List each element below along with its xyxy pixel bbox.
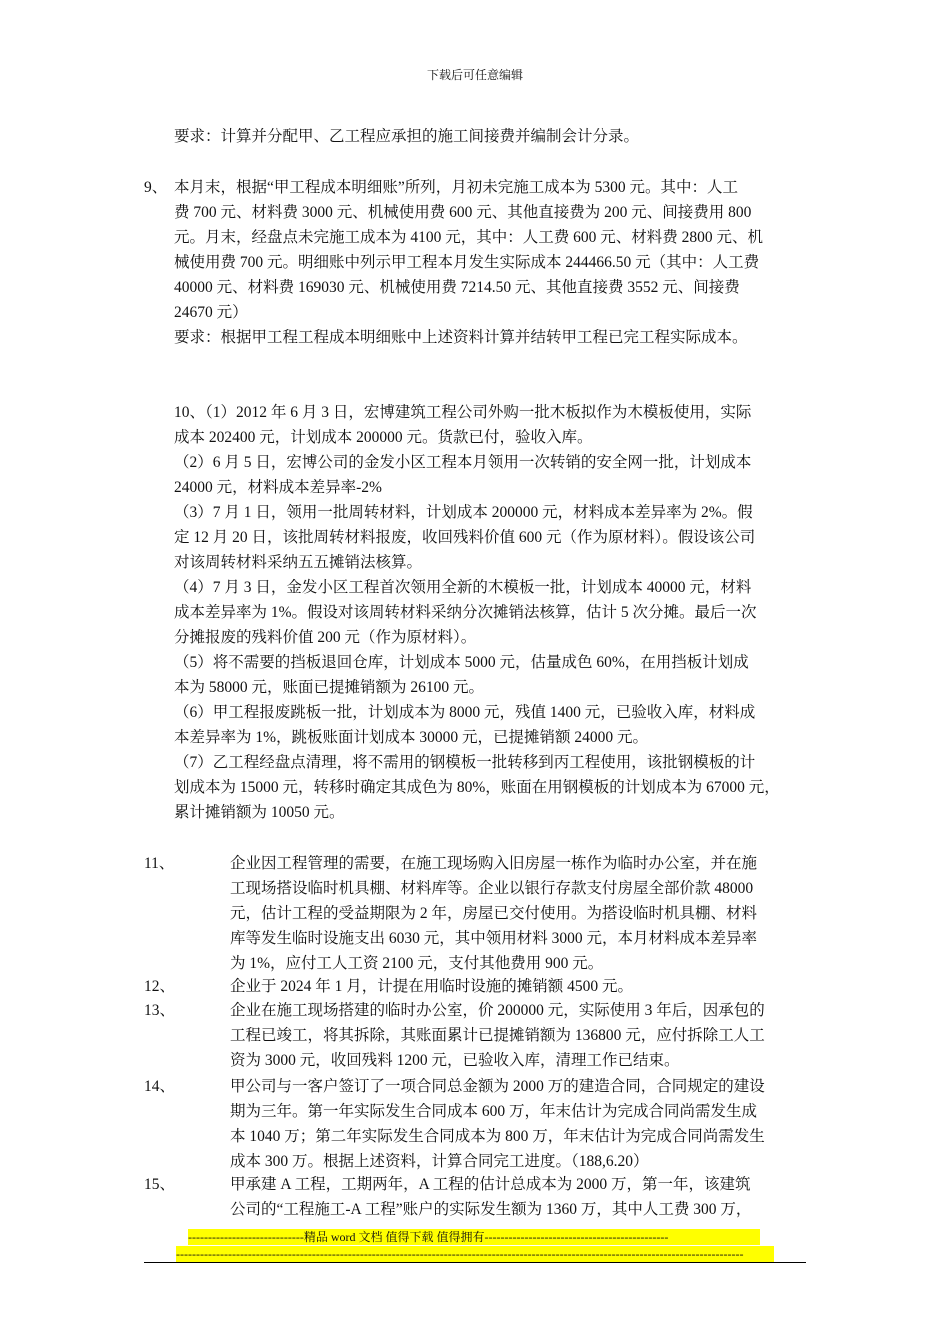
q14-line: 本 1040 万；第二年实际发生合同成本为 800 万，年末估计为完成合同尚需发生	[230, 1128, 765, 1145]
q13-line: 资为 3000 元，收回残料 1200 元，已验收入库，清理工作已结束。	[230, 1052, 680, 1069]
q9-line: 械使用费 700 元。明细账中列示甲工程本月发生实际成本 244466.50 元（其中：人工费	[174, 254, 760, 271]
q11-line: 元，估计工程的受益期限为 2 年，房屋已交付使用。为搭设临时机具棚、材料	[230, 905, 758, 922]
q10-line: 分摊报废的残料价值 200 元（作为原材料）。	[174, 629, 477, 646]
q14-line: 成本 300 万。根据上述资料，计算合同完工进度。（188,6.20）	[230, 1153, 649, 1170]
q14-line: 甲公司与一客户签订了一项合同总金额为 2000 万的建造合同，合同规定的建设	[230, 1078, 765, 1095]
q15-line: 甲承建 A 工程，工期两年，A 工程的估计总成本为 2000 万，第一年，该建筑	[230, 1176, 751, 1193]
q10-line: 成本 202400 元，计划成本 200000 元。货款已付，验收入库。	[174, 429, 593, 446]
q13-line: 工程已竣工，将其拆除，其账面累计已提摊销额为 136800 元，应付拆除工人工	[230, 1027, 765, 1044]
footer-banner: -----------------------------精品 word 文档 值得下载 值得拥有----------------------------------------------	[188, 1229, 760, 1245]
q10-line: （3）7 月 1 日，领用一批周转材料，计划成本 200000 元，材料成本差异率为 2%。假	[174, 504, 753, 521]
q9-line: 费 700 元、材料费 3000 元、机械使用费 600 元、其他直接费为 200 元、间接费用 800	[174, 204, 752, 221]
q9-number: 9、	[144, 179, 168, 196]
q10-line: 对该周转材料采纳五五摊销法核算。	[174, 554, 423, 571]
footer-rule	[144, 1262, 806, 1263]
q10-line: 划成本为 15000 元，转移时确定其成色为 80%，账面在用钢模板的计划成本为 67000 元，	[174, 779, 780, 796]
q11-line: 为 1%，应付工人工资 2100 元，支付其他费用 900 元。	[230, 955, 604, 972]
q10-line: （5）将不需要的挡板退回仓库，计划成本 5000 元，估量成色 60%，在用挡板计划成	[174, 654, 749, 671]
q15-number: 15、	[144, 1176, 176, 1193]
q9-line: 40000 元、材料费 169030 元、机械使用费 7214.50 元、其他直接费 3552 元、间接费	[174, 279, 740, 296]
q10-line: 成本差异率为 1%。假设对该周转材料采纳分次摊销法核算，估计 5 次分摊。最后一次	[174, 604, 757, 621]
q9-line: 本月末，根据“甲工程成本明细账”所列，月初未完施工成本为 5300 元。其中：人工	[174, 179, 739, 196]
q13-line: 企业在施工现场搭建的临时办公室，价 200000 元，实际使用 3 年后，因承包的	[230, 1002, 765, 1019]
q14-number: 14、	[144, 1078, 176, 1095]
q10-line: （7）乙工程经盘点清理，将不需用的钢模板一批转移到丙工程使用，该批钢模板的计	[174, 754, 756, 771]
q10-line: 10、（1）2012 年 6 月 3 日，宏博建筑工程公司外购一批木板拟作为木模板使用，实际	[174, 404, 752, 421]
q12-line: 企业于 2024 年 1 月，计提在用临时设施的摊销额 4500 元。	[230, 978, 634, 995]
q10-line: （2）6 月 5 日，宏博公司的金发小区工程本月领用一次转销的安全网一批，计划成本	[174, 454, 752, 471]
q10-line: 本差异率为 1%，跳板账面计划成本 30000 元，已提摊销额 24000 元。	[174, 729, 649, 746]
q14-line: 期为三年。第一年实际发生合同成本 600 万，年末估计为完成合同尚需发生成	[230, 1103, 758, 1120]
q10-line: 累计摊销额为 10050 元。	[174, 804, 345, 821]
requirement-8: 要求：计算并分配甲、乙工程应承担的施工间接费并编制会计分录。	[174, 128, 640, 145]
q9-line: 24670 元）	[174, 304, 248, 321]
q9-line: 元。月末，经盘点未完施工成本为 4100 元，其中：人工费 600 元、材料费 2800 元、机	[174, 229, 764, 246]
q9-requirement: 要求：根据甲工程工程成本明细账中上述资料计算并结转甲工程已完工程实际成本。	[174, 329, 748, 346]
q10-line: 24000 元，材料成本差异率-2%	[174, 479, 382, 496]
q10-line: 本为 58000 元，账面已提摊销额为 26100 元。	[174, 679, 485, 696]
q13-number: 13、	[144, 1002, 176, 1019]
q11-number: 11、	[144, 855, 175, 872]
q15-line: 公司的“工程施工-A 工程”账户的实际发生额为 1360 万，其中人工费 300 万，	[230, 1201, 752, 1218]
q10-line: （4）7 月 3 日，金发小区工程首次领用全新的木模板一批，计划成本 40000 元，材料	[174, 579, 752, 596]
q10-line: 定 12 月 20 日，该批周转材料报废，收回残料价值 600 元（作为原材料）。假设该公司	[174, 529, 756, 546]
q12-number: 12、	[144, 978, 176, 995]
page-header: 下载后可任意编辑	[426, 68, 523, 82]
q11-line: 库等发生临时设施支出 6030 元，其中领用材料 3000 元，本月材料成本差异率	[230, 930, 758, 947]
q10-line: （6）甲工程报废跳板一批，计划成本为 8000 元，残值 1400 元，已验收入库，材料成	[174, 704, 756, 721]
q11-line: 企业因工程管理的需要，在施工现场购入旧房屋一栋作为临时办公室，并在施	[230, 855, 758, 872]
footer-dashes: ----------------------------------------------------------------------------------------------------------------------------------------------	[176, 1246, 774, 1262]
q11-line: 工现场搭设临时机具棚、材料库等。企业以银行存款支付房屋全部价款 48000	[230, 880, 754, 897]
